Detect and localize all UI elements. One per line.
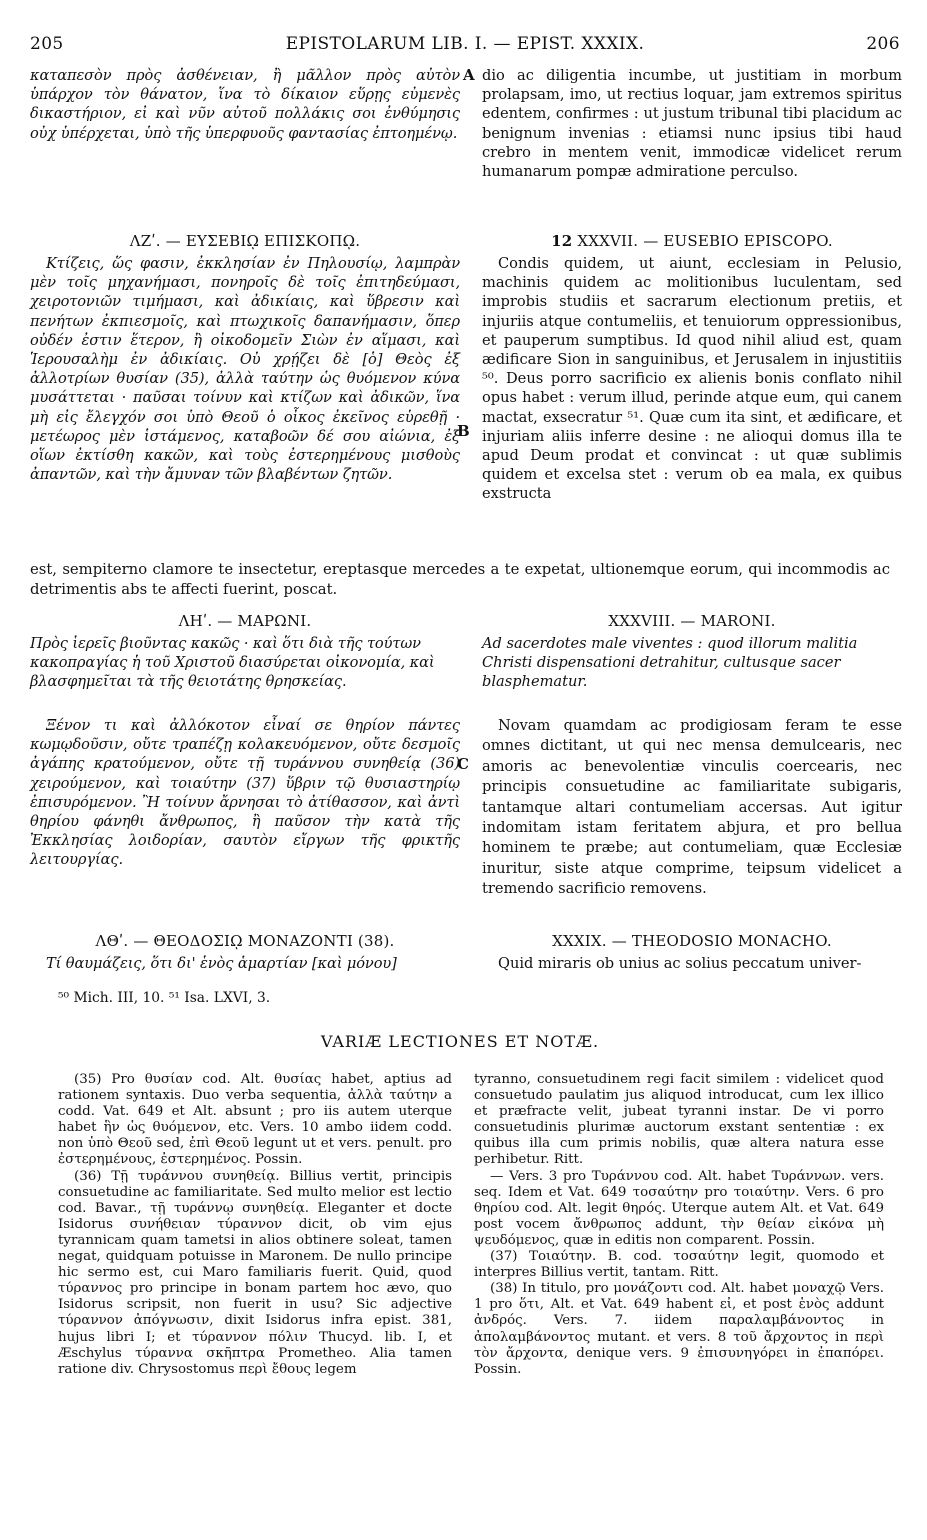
greek-body-38: Ξένον τι καὶ ἀλλόκοτον εἶναί σε θηρίον πάντες κωμῳδοῦσιν, οὔτε τραπέζῃ κολακευόμενον, οὔτε δεσμοῖς ἀγάπης κρατούμενον, οὔτε τῇ τυράννου συνηθείᾳ (36) χειρούμενον, καὶ τοιαύτην (37) ὕβριν τῷ θυσιαστηρίῳ ἐπισυρόμενον. Ἢ τοίνυν ἄρνησαι τὸ ἀτίθασσον, καὶ ἀντὶ θηρίου φάνηθι ἄνθρωπος, ἢ παῦσον τὴν κατὰ τῆς Ἐκκλησίας λοιδορίαν, σαυτὸν εἴργων τῆς φρικτῆς λειτουργίας. [30, 717, 460, 869]
column-number: 12 [551, 232, 573, 250]
latin-heading-39: XXXIX. — THEODOSIO MONACHO. [552, 932, 832, 950]
latin-intro-text: dio ac diligentia incumbe, ut justitiam in morbum prolapsam, imo, ut rectius loquar, jam extremos spiritus edentem, confirmes : ut justum tribunal tibi placidum ac benignum invenias : etiamsi nunc ipsius tibi haud crebro in mentem venit, immodicæ videlicet rerum humanarum pompæ admiratione perculso. [482, 67, 902, 181]
right-page-number: 206 [866, 34, 900, 54]
latin-heading-38: XXXVIII. — MARONI. [608, 612, 776, 630]
greek-body-37: Κτίζεις, ὥς φασιν, ἐκκλησίαν ἐν Πηλουσίῳ, λαμπρὰν μὲν τοῖς μηχανήμασι, πονηροῖς δὲ τοῖς ἐπιτηδεύμασι, χειροτονιῶν τιμήμασι, καὶ ἀδικίαις, καὶ ὕβρεσιν καὶ πενήτων ἐκπιεσμοῖς, καὶ πτωχικοῖς δαπανήμασιν, ὅπερ οὐδέν ἐστιν ἕτερον, ἢ οἰκοδομεῖν Σιὼν ἐν αἵμασι, καὶ Ἱερουσαλὴμ ἐν ἀδικίαις. Οὐ χρῄζει δὲ [ὁ] Θεὸς ἐξ ἀλλοτρίων θυσίαν (35), ἀλλὰ ταύτην ὡς θυόμενον κύνα μυσάττεται · παῦσαι τοίνυν καὶ κτίζων καὶ ἀδικῶν, ἵνα μὴ εἰς ἔλεγχόν σοι ὑπὸ Θεοῦ ὁ οἶκος ἐκεῖνος εὑρεθῇ · μετέωρος μὲν ἱστάμενος, καταβοῶν δέ σου αἰώνια, ἐξ οἵων ἐκτίσθη κακῶν, καὶ τοὺς ἐστερημένους μισθοὺς ἀπαντῶν, καὶ τὴν ἄμυναν τῶν βλαβέντων ζητῶν. [30, 255, 460, 484]
margin-marker-c: C [457, 755, 469, 773]
latin-heading-37 [482, 232, 902, 251]
latin-body-38: Novam quamdam ac prodigiosam feram te esse omnes dictitant, ut qui nec mensa demulcearis, nec amoris ac benevolentiæ vinculis coercearis, nec principis consuetudine ac familiaritate subigaris, tantamque altari contumeliam accersas. Aut igitur indomitam istam feritatem abjura, et pro bellua hominem te præbe; aut contumeliam, quæ Ecclesiæ inuritur, siste atque comprime, teipsum videlicet a tremendo sacrificio removens. [482, 717, 902, 898]
greek-heading-38: ΛΗʹ. — ΜΑΡΩΝΙ. [178, 612, 312, 630]
greek-subtitle-38: Πρὸς ἱερεῖς βιοῦντας κακῶς · καὶ ὅτι διὰ τῆς τούτων κακοπραγίας ἡ τοῦ Χριστοῦ διασύρεται οἰκονομία, καὶ βλασφημεῖται τὰ τῆς θειοτάτης θρησκείας. [30, 635, 435, 690]
margin-marker-b: B [457, 422, 470, 440]
latin-subtitle-38: Ad sacerdotes male viventes : quod illorum malitia Christi dispensationi detrahitur, cultusque sacer blasphematur. [482, 635, 858, 690]
notes-right-column [474, 1072, 884, 1378]
greek-heading-39: ΛΘʹ. — ΘΕΟΔΟΣΙῼ ΜΟΝΑΖΟΝΤΙ (38). [95, 932, 395, 950]
note-vers: — Vers. 3 pro Τυράννου cod. Alt. habet Τυράννων. vers. seq. Idem et Vat. 649 τοσαύτην pro τοιαύτην. Vers. 6 pro θηρίου cod. Alt. legit θηρός. Uterque autem Alt. et Vat. 649 post vocem ἄνθρωπος addunt, τὴν θείαν εἰκόνα μὴ ψευδόμενος, quæ in editis non comparent. Possin. [474, 1168, 884, 1248]
running-title: EPISTOLARUM LIB. I. — EPIST. XXXIX. [285, 34, 645, 54]
greek-body-39: Τί θαυμάζεις, ὅτι δι' ἑνὸς ἁμαρτίαν [καὶ μόνου] [46, 955, 397, 972]
greek-heading-37: ΛΖʹ. — ΕΥΣΕΒΙῼ ΕΠΙΣΚΟΠῼ. [129, 232, 361, 250]
note-36: (36) Τῇ τυράννου συνηθείᾳ. Billius vertit, principis consuetudine ac familiaritate. Sed multo melior est lectio cod. Bavar., τῇ τυράννῳ συνηθείᾳ. Eleganter et docte Isidorus συνήθειαν τύραννον dicit, ob vim ejus tyrannicam quam tametsi in alios obtinere soleat, tamen negat, quidquam potuisse in Maronem. De nullo principe hic sermo est, cui Maro familiaris fuerit. Quid, quod τύραννος pro principe in bonam partem hoc ævo, quo Isidorus scripsit, non fuerit in usu? Sic adjective τύραννον ἀπόγνωσιν, dixit Isidorus infra epist. 381, hujus libri I; et τύραννον πόλιν Thucyd. lib. I, et Æschylus τύραννα σκῆπτρα Prometheo. Alia tamen ratione div. Chrysostomus περὶ ἔθους legem [58, 1168, 452, 1377]
running-header [30, 34, 900, 58]
margin-marker-a: A [463, 66, 475, 84]
left-page-number: 205 [30, 34, 64, 54]
latin-heading-37-text: XXXVII. — EUSEBIO EPISCOPO. [577, 232, 833, 250]
greek-intro-text: καταπεσὸν πρὸς ἀσθένειαν, ἢ μᾶλλον πρὸς αὐτὸν ὑπάρχον τὸν θάνατον, ἵνα τὸ δίκαιον εὕρῃς εὐμενὲς δικαστήριον, εἰ καὶ νῦν αὐτοῦ πολλάκις σοι ἐνθύμησις οὐχ ὑπέρχεται, ὑπὸ τῆς ὑπερφυοῦς φαντασίας ἐπτοημένῳ. [30, 67, 460, 142]
note-36-continued: tyranno, consuetudinem regi facit similem : videlicet quod consuetudo paulatim jus aliquod introducat, cum lex illico et præfracte velit, jubeat tyranni instar. De vi porro consuetudinis plurimæ auctorum exstant sententiæ : ex quibus illa cum primis nobilis, quæ altera natura esse perhibetur. Ritt. [474, 1072, 884, 1168]
footnotes: ⁵⁰ Mich. III, 10. ⁵¹ Isa. LXVI, 3. [58, 990, 271, 1006]
latin-body-39: Quid miraris ob unius ac solius peccatum univer- [498, 955, 862, 972]
latin-body-37: Condis quidem, ut aiunt, ecclesiam in Pelusio, machinis quidem ac molitionibus luculentam, sed improbis studiis et sacrarum electionum pretiis, et injuriis atque contumeliis, et tenuiorum oppressionibus, et pauperum sumptibus. Id quod nihil aliud est, quam ædificare Sion in sanguinibus, et Jerusalem in injustitiis ⁵⁰. Deus porro sacrificio ex alienis bonis conflato nihil opus habet : verum illud, perinde atque eum, qui canem mactat, exsecratur ⁵¹. Quæ cum ita sint, et ædificare, et injuriam aliis inferre desine : ne alioqui domus illa te apud Deum prodat et convincat : ut quæ sublimis quidem et excelsa stet : verum ob ea mala, ex quibus exstructa [482, 255, 902, 503]
notes-left-column [58, 1072, 452, 1378]
note-38: (38) In titulo, pro μονάζοντι cod. Alt. habet μοναχῷ Vers. 1 pro ὅτι, Alt. et Vat. 649 habent εἰ, et post ἑνὸς addunt ἀνδρός. Vers. 7. iidem παραλαμβάνοντος in ἀπολαμβάνοντος mutant. et vers. 8 τοῦ ἄρχοντος in περὶ τὸν ἄρχοντα, denique vers. 9 ἐπισυνηγόρει in ἐπαπόρει. Possin. [474, 1281, 884, 1377]
note-35: (35) Pro θυσίαν cod. Alt. θυσίας habet, aptius ad rationem syntaxis. Duo verba sequentia, ἀλλὰ ταύτην a codd. Vat. 649 et Alt. absunt ; pro iis autem uterque habet ἣν ὡς θυόμενον, etc. Vers. 10 ambo iidem codd. non ὑπὸ Θεοῦ sed, ἐπὶ Θεοῦ legunt ut et vers. penult. pro ἐστερημένους, ἐστερημένος. Possin. [58, 1072, 452, 1168]
latin-continuation-37: est, sempiterno clamore te insectetur, ereptasque mercedes a te expetat, ultionemque eorum, qui incommodis ac detrimentis abs te affecti fuerint, poscat. [30, 561, 890, 598]
note-37: (37) Τοιαύτην. B. cod. τοσαύτην legit, quomodo et interpres Billius vertit, tantam. Ritt. [474, 1249, 884, 1281]
notes-heading: VARIÆ LECTIONES ET NOTÆ. [320, 1032, 600, 1051]
